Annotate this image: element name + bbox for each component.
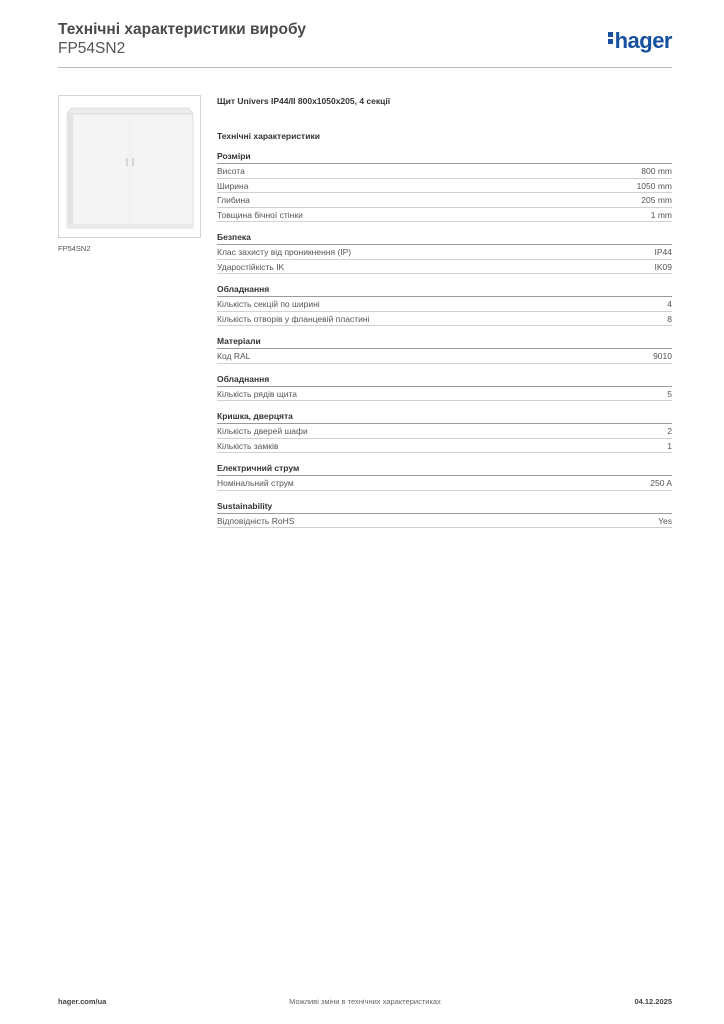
spec-row: [217, 245, 672, 260]
spec-section: [217, 283, 672, 326]
spec-row: [217, 179, 672, 194]
section-title: Безпека: [217, 231, 672, 245]
spec-value: 9010: [653, 351, 672, 361]
spec-label: Ударостійкість IK: [217, 261, 285, 272]
spec-row: [217, 260, 672, 275]
spec-value: 1 mm: [650, 209, 672, 220]
spec-row: [217, 297, 672, 312]
spec-label: Кількість замків: [217, 440, 279, 451]
image-caption: FP54SN2: [58, 244, 91, 253]
spec-section: [217, 231, 672, 274]
spec-section: [217, 410, 672, 453]
spec-content: [217, 95, 672, 528]
spec-value: 2: [667, 426, 672, 436]
section-title: Кришка, дверцята: [217, 410, 672, 424]
spec-section: [217, 462, 672, 491]
section-title: Матеріали: [217, 335, 672, 349]
section-title: Обладнання: [217, 373, 672, 387]
spec-heading: Технічні характеристики: [217, 131, 320, 141]
spec-sections: [217, 150, 672, 528]
spec-section: [217, 373, 672, 402]
section-title: Обладнання: [217, 283, 672, 297]
spec-section: [217, 150, 672, 222]
product-name: Щит Univers IP44/II 800x1050x205, 4 секції: [217, 96, 391, 106]
spec-label: Кількість отворів у фланцевій пластині: [217, 313, 370, 324]
spec-label: Глибина: [217, 195, 250, 205]
spec-row: [217, 312, 672, 327]
spec-section: [217, 500, 672, 529]
logo-text: hager: [614, 28, 672, 53]
footer-website: hager.com/ua: [58, 997, 107, 1006]
page-footer: [58, 997, 672, 1009]
section-title: Електричний струм: [217, 462, 672, 476]
spec-label: Висота: [217, 166, 245, 176]
spec-row: [217, 208, 672, 223]
logo-dots-icon: [608, 30, 614, 46]
spec-value: 1: [667, 440, 672, 451]
spec-value: IK09: [654, 261, 672, 272]
spec-row: [217, 476, 672, 491]
spec-label: Клас захисту від проникнення (IP): [217, 247, 352, 257]
spec-section: [217, 335, 672, 364]
spec-row: [217, 514, 672, 529]
spec-row: [217, 349, 672, 364]
header-divider: [58, 67, 672, 68]
spec-value: 1050 mm: [636, 180, 672, 191]
spec-value: Yes: [658, 515, 672, 526]
spec-value: 4: [667, 299, 672, 309]
product-code: FP54SN2: [58, 40, 126, 57]
spec-row: [217, 387, 672, 402]
spec-label: Ширина: [217, 180, 249, 191]
section-title: Sustainability: [217, 500, 672, 514]
spec-value: 800 mm: [641, 166, 672, 176]
spec-value: 250 A: [650, 478, 672, 488]
spec-value: 8: [667, 313, 672, 324]
footer-notice: Можливі зміни в технічних характеристиках: [289, 997, 441, 1006]
spec-value: 5: [667, 388, 672, 399]
spec-row: [217, 164, 672, 179]
spec-row: [217, 439, 672, 454]
spec-label: Кількість дверей шафи: [217, 426, 308, 436]
spec-label: Кількість секцій по ширині: [217, 299, 320, 309]
footer-date: 04.12.2025: [634, 997, 672, 1006]
spec-label: Товщина бічної стінки: [217, 209, 303, 220]
spec-label: Код RAL: [217, 351, 251, 361]
spec-label: Номінальний струм: [217, 478, 294, 488]
spec-value: 205 mm: [641, 195, 672, 205]
cabinet-icon: [65, 106, 195, 230]
product-image: [58, 95, 201, 238]
spec-label: Відповідність RoHS: [217, 515, 295, 526]
hager-logo: [608, 29, 672, 53]
spec-label: Кількість рядів щита: [217, 388, 297, 399]
spec-row: [217, 193, 672, 208]
section-title: Розміри: [217, 150, 672, 164]
spec-row: [217, 424, 672, 439]
document-title: Технічні характеристики виробу: [58, 21, 306, 38]
page-header: [58, 20, 672, 68]
spec-value: IP44: [654, 247, 672, 257]
